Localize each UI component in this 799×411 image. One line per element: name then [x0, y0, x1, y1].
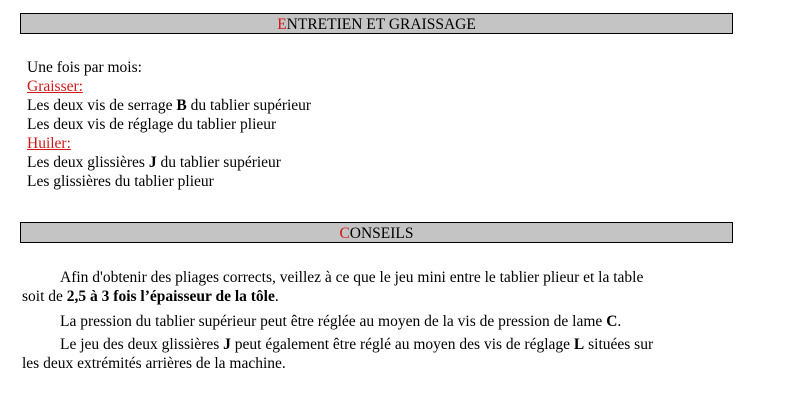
title-initial: C [339, 225, 350, 242]
advice-paragraph-1 [22, 268, 772, 306]
oil-item-1-ref: J [148, 154, 157, 171]
grease-heading: Graisser: [27, 78, 83, 95]
oil-item-1-post: du tablier supérieur [156, 154, 281, 171]
advice-p1-pre: soit de [22, 288, 67, 305]
advice-p3-ref-j: J [223, 336, 231, 353]
advice-p1-bold: 2,5 à 3 fois l’épaisseur de la tôle [66, 288, 275, 305]
advice-p1-post: . [274, 288, 279, 305]
title-rest: ONSEILS [349, 225, 414, 242]
maintenance-content [27, 58, 767, 191]
grease-item-1-post: du tablier supérieur [186, 97, 312, 114]
section-title-maintenance [20, 13, 733, 34]
section-title-advice [20, 222, 733, 243]
advice-p3-pre: Le jeu des deux glissières [60, 336, 224, 353]
advice-p3-line2: les deux extrémités arrières de la machine. [22, 355, 286, 372]
advice-p2-line [22, 312, 772, 331]
advice-p3-mid: peut également être réglé au moyen des vis de réglage [230, 336, 574, 353]
title-initial: E [277, 16, 287, 33]
advice-p3-line1 [22, 335, 772, 354]
grease-item-2: Les deux vis de réglage du tablier plieur [27, 116, 277, 133]
grease-item-1-pre: Les deux vis de serrage [27, 97, 177, 114]
advice-paragraph-2 [22, 312, 772, 331]
advice-p2-pre: La pression du tablier supérieur peut être réglée au moyen de la vis de pression de lame [60, 313, 607, 330]
oil-item-1-pre: Les deux glissières [27, 154, 149, 171]
frequency-text: Une fois par mois: [27, 59, 142, 76]
advice-p2-ref: C [606, 313, 618, 330]
grease-item-1 [27, 96, 767, 115]
title-rest: NTRETIEN ET GRAISSAGE [286, 16, 476, 33]
oil-item-2: Les glissières du tablier plieur [27, 173, 214, 190]
advice-p1-line1: Afin d'obtenir des pliages corrects, veillez à ce que le jeu mini entre le tablier plieur et la table [60, 269, 644, 286]
advice-paragraph-3 [22, 335, 772, 373]
advice-p3-post: situées sur [584, 336, 654, 353]
oil-item-1 [27, 153, 767, 172]
grease-item-1-ref: B [176, 97, 187, 114]
oil-heading: Huiler: [27, 135, 71, 152]
advice-p3-ref-l: L [573, 336, 585, 353]
advice-p2-post: . [617, 313, 622, 330]
advice-p1-line2 [22, 287, 772, 306]
